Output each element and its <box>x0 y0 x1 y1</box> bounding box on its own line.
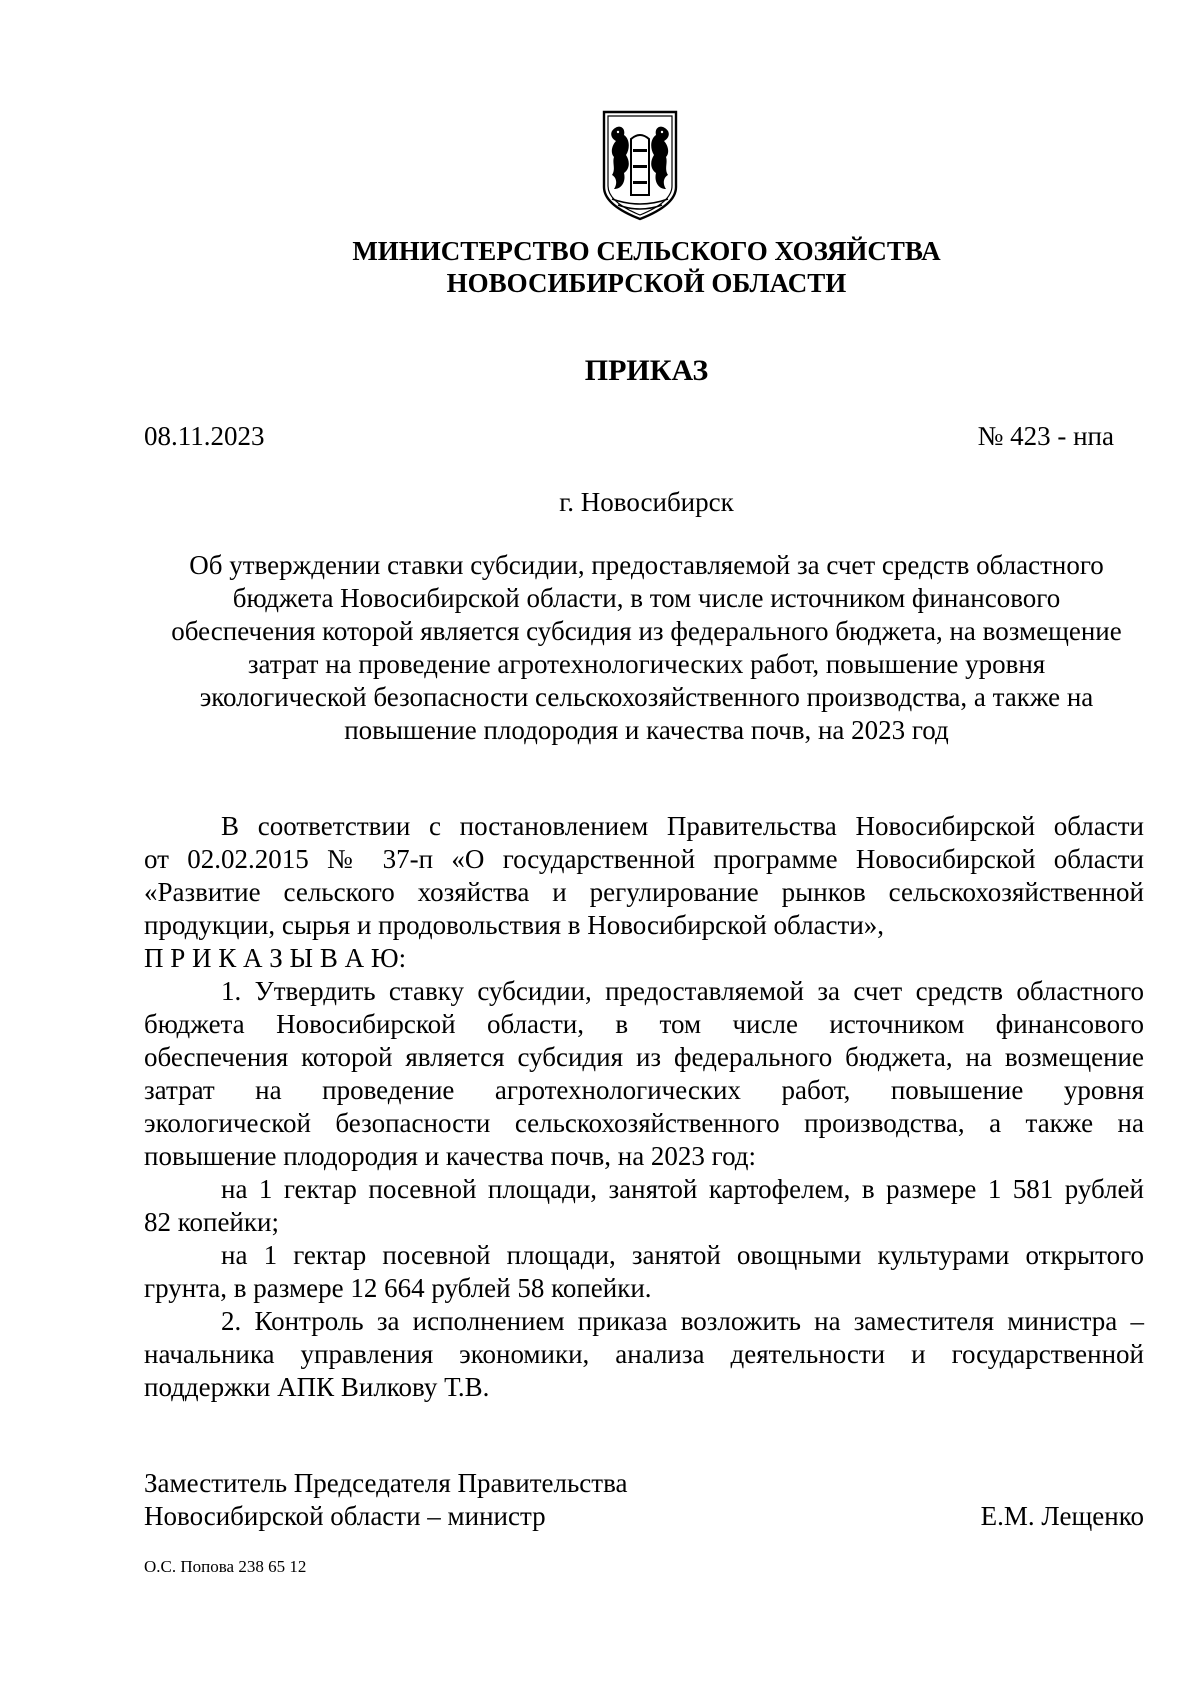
body-line: продукции, сырья и продовольствия в Новосибирской области», <box>144 910 885 940</box>
coat-of-arms-icon <box>600 109 680 222</box>
body-line: начальника управления экономики, анализа деятельности и государственной <box>144 1339 1144 1369</box>
order-word: П Р И К А З Ы В А Ю: <box>144 943 407 973</box>
body-line: повышение плодородия и качества почв, на 2023 год: <box>144 1141 757 1171</box>
body-line: на 1 гектар посевной площади, занятой овощными культурами открытого <box>221 1240 1144 1270</box>
body-line: грунта, в размере 12 664 рублей 58 копейки. <box>144 1273 652 1303</box>
body-line: «Развитие сельского хозяйства и регулирование рынков сельскохозяйственной <box>144 877 1144 907</box>
ministry-name-line2: НОВОСИБИРСКОЙ ОБЛАСТИ <box>446 268 847 298</box>
title-line: бюджета Новосибирской области, в том числе источником финансового <box>232 583 1061 613</box>
body-line: В соответствии с постановлением Правительства Новосибирской области <box>221 811 1144 841</box>
document-number: № 423 - нпа <box>977 421 1114 451</box>
document-city: г. Новосибирск <box>559 487 734 517</box>
body-line: на 1 гектар посевной площади, занятой картофелем, в размере 1 581 рублей <box>221 1174 1144 1204</box>
ministry-name-line1: МИНИСТЕРСТВО СЕЛЬСКОГО ХОЗЯЙСТВА <box>352 236 941 266</box>
body-line: бюджета Новосибирской области, в том числе источником финансового <box>144 1009 1144 1039</box>
executor-contact: О.С. Попова 238 65 12 <box>144 1557 307 1576</box>
title-line: затрат на проведение агротехнологических работ, повышение уровня <box>247 649 1046 679</box>
title-line: обеспечения которой является субсидия из федерального бюджета, на возмещение <box>171 616 1122 646</box>
body-line: обеспечения которой является субсидия из федерального бюджета, на возмещение <box>144 1042 1144 1072</box>
body-line: 2. Контроль за исполнением приказа возложить на заместителя министра – <box>221 1306 1144 1336</box>
title-line: повышение плодородия и качества почв, на 2023 год <box>344 715 949 745</box>
body-line: 82 копейки; <box>144 1207 279 1237</box>
body-line: затрат на проведение агротехнологических работ, повышение уровня <box>144 1075 1144 1105</box>
document-date: 08.11.2023 <box>144 421 265 451</box>
body-line: 1. Утвердить ставку субсидии, предоставляемой за счет средств областного <box>221 976 1144 1006</box>
signatory-position-line1: Заместитель Председателя Правительства <box>144 1468 628 1498</box>
document-type: ПРИКАЗ <box>584 354 709 387</box>
signatory-name: Е.М. Лещенко <box>980 1501 1144 1531</box>
body-line: от 02.02.2015 № 37-п «О государственной программе Новосибирской области <box>144 844 1144 874</box>
title-line: экологической безопасности сельскохозяйственного производства, а также на <box>199 682 1094 712</box>
title-line: Об утверждении ставки субсидии, предоставляемой за счет средств областного <box>189 550 1104 580</box>
body-line: экологической безопасности сельскохозяйственного производства, а также на <box>144 1108 1144 1138</box>
body-line: поддержки АПК Вилкову Т.В. <box>144 1372 490 1402</box>
signatory-position-line2: Новосибирской области – министр <box>144 1501 546 1531</box>
